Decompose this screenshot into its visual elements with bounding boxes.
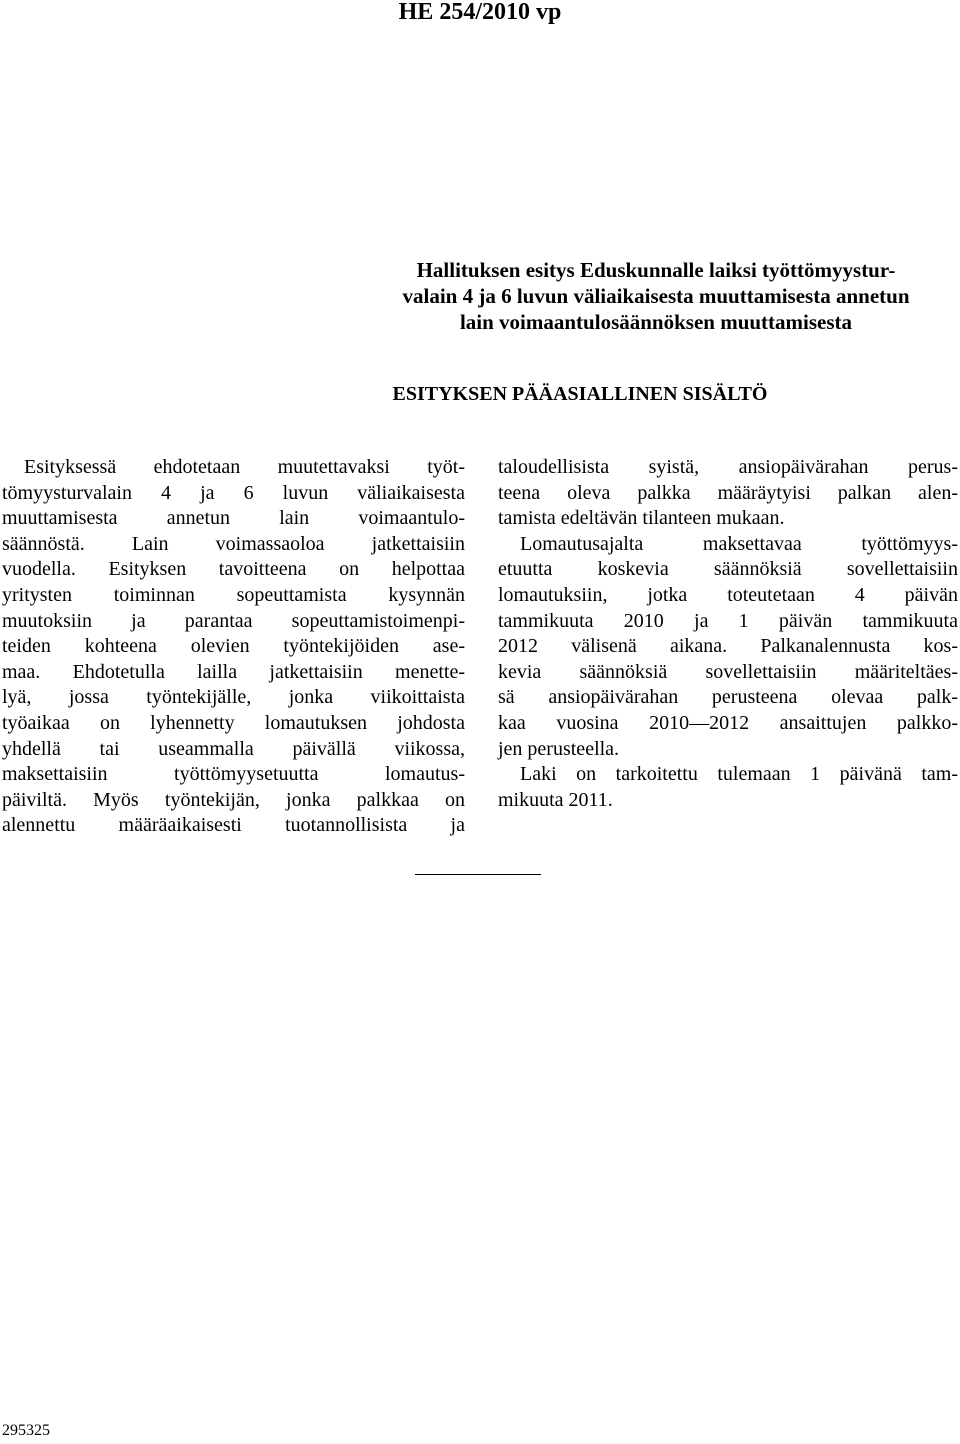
document-id: HE 254/2010 vp — [398, 0, 562, 25]
text-line: teiden kohteena olevien työntekijöiden ase- — [2, 635, 465, 658]
text-line: teena oleva palkka määräytyisi palkan alen- — [498, 481, 958, 504]
text-line: mikuuta 2011. — [498, 788, 613, 811]
text-line: sä ansiopäivärahan perusteena olevaa palk- — [498, 686, 958, 709]
text-line: tammikuuta 2010 ja 1 päivän tammikuuta — [498, 609, 958, 632]
text-line: kaa vuosina 2010—2012 ansaittujen palkko- — [498, 711, 958, 734]
text-line: säännöstä. Lain voimassaoloa jatkettaisiin — [2, 532, 465, 555]
text-line: Laki on tarkoitettu tulemaan 1 päivänä tam- — [520, 763, 958, 786]
title-line: valain 4 ja 6 luvun väliaikaisesta muuttamisesta annetun — [402, 284, 910, 308]
text-line: päiviltä. Myös työntekijän, jonka palkkaa on — [2, 788, 465, 811]
text-line: maa. Ehdotetulla lailla jatkettaisiin menette- — [2, 660, 465, 683]
text-line: kevia säännöksiä sovellettaisiin määriteltäes- — [498, 660, 958, 683]
text-line: yhdellä tai useammalla päivällä viikossa, — [2, 737, 465, 760]
left-column — [2, 455, 465, 839]
text-line: maksettaisiin työttömyysetuutta lomautus- — [2, 763, 465, 786]
text-line: työaikaa on lyhennetty lomautuksen johdosta — [2, 711, 465, 734]
text-line: tömyysturvalain 4 ja 6 luvun väliaikaisesta — [2, 481, 465, 504]
text-line: jen perusteella. — [498, 737, 620, 760]
right-column — [498, 455, 958, 813]
text-line: yritysten toiminnan sopeuttamista kysynnän — [2, 583, 465, 606]
text-line: vuodella. Esityksen tavoitteena on helpottaa — [2, 558, 465, 581]
text-line: lyä, jossa työntekijälle, jonka viikoittaista — [2, 686, 465, 709]
text-line: muutoksiin ja parantaa sopeuttamistoimenpi- — [2, 609, 465, 632]
text-line: etuutta koskevia säännöksiä sovellettaisiin — [498, 558, 958, 581]
section-separator — [415, 874, 541, 875]
text-line: 2012 välisenä aikana. Palkanalennusta kos- — [498, 635, 958, 658]
text-line: muuttamisesta annetun lain voimaantulo- — [2, 507, 465, 530]
section-heading: ESITYKSEN PÄÄASIALLINEN SISÄLTÖ — [392, 383, 768, 405]
paragraph — [498, 762, 958, 813]
text-line: alennettu määräaikaisesti tuotannollisista ja — [2, 814, 465, 837]
text-line: tamista edeltävän tilanteen mukaan. — [498, 507, 785, 530]
title-line: Hallituksen esitys Eduskunnalle laiksi työttömyystur- — [416, 258, 896, 282]
text-line: Esityksessä ehdotetaan muutettavaksi työt- — [24, 456, 465, 478]
paragraph — [498, 532, 958, 762]
text-line: Lomautusajalta maksettavaa työttömyys- — [520, 532, 958, 555]
title-line: lain voimaantulosäännöksen muuttamisesta — [459, 310, 853, 334]
text-line: lomautuksiin, jotka toteutetaan 4 päivän — [498, 583, 958, 606]
paragraph — [2, 455, 465, 839]
text-line: taloudellisista syistä, ansiopäivärahan perus- — [498, 456, 958, 478]
paragraph — [498, 455, 958, 532]
page-number: 295325 — [2, 1422, 50, 1439]
document-title — [355, 257, 957, 335]
